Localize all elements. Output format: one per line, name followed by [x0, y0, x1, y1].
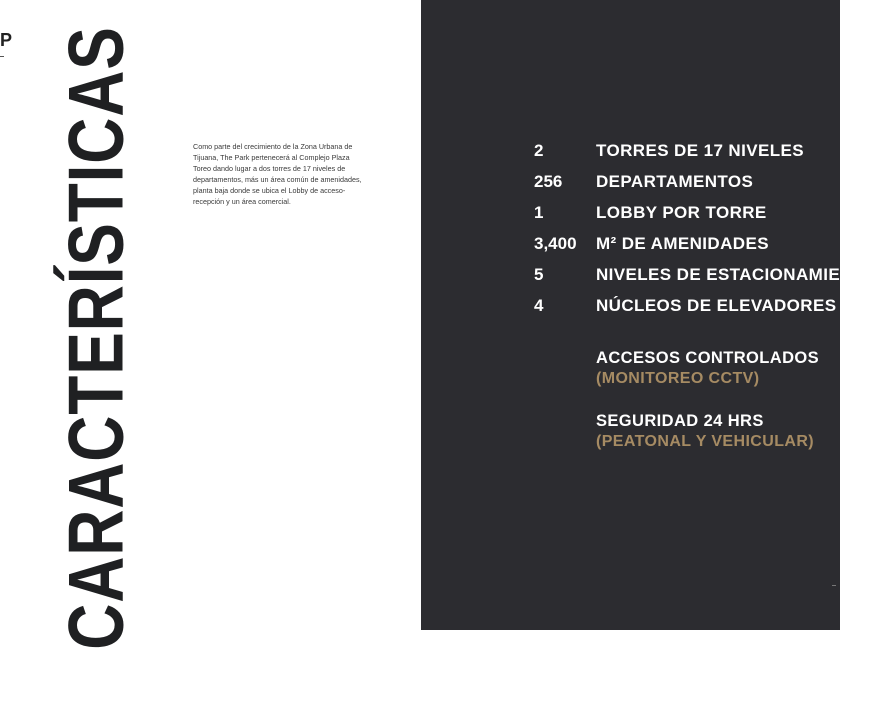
page-title-text: CARACTERÍSTICAS	[51, 26, 140, 650]
intro-paragraph: Como parte del crecimiento de la Zona Urbana de Tijuana, The Park pertenecerá al Complejo Plaza Toreo dando lugar a dos torres de 17 niveles de departamentos, más un área común de amenidades, planta baja donde se ubica el Lobby de acceso-recepción y un área comercial.	[193, 142, 362, 206]
feature-label: NÚCLEOS DE ELEVADORES	[596, 296, 837, 315]
extra-block	[596, 412, 814, 451]
feature-label: DEPARTAMENTOS	[596, 172, 754, 191]
feature-label: LOBBY POR TORRE	[596, 203, 767, 222]
feature-number: 1	[534, 203, 544, 222]
feature-number: 5	[534, 265, 544, 284]
extra-main: SEGURIDAD 24 HRS	[596, 412, 764, 430]
corner-mark	[832, 585, 836, 586]
feature-number: 4	[534, 296, 544, 315]
logo-underline	[0, 56, 4, 57]
extra-sub: (PEATONAL Y VEHICULAR)	[596, 433, 815, 450]
feature-number: 256	[534, 172, 563, 191]
feature-number: 2	[534, 141, 544, 160]
logo-fragment: P	[0, 30, 13, 50]
page-title	[51, 0, 142, 718]
feature-number: 3,400	[534, 234, 577, 253]
extra-block	[596, 349, 819, 388]
right-page	[421, 0, 877, 630]
extra-main: ACCESOS CONTROLADOS	[596, 349, 820, 367]
feature-label: NIVELES DE ESTACIONAMIENTO	[596, 265, 877, 284]
left-page	[0, 0, 421, 650]
feature-label: TORRES DE 17 NIVELES	[596, 141, 804, 160]
feature-label: M² DE AMENIDADES	[596, 234, 769, 253]
extra-sub: (MONITOREO CCTV)	[596, 370, 760, 387]
